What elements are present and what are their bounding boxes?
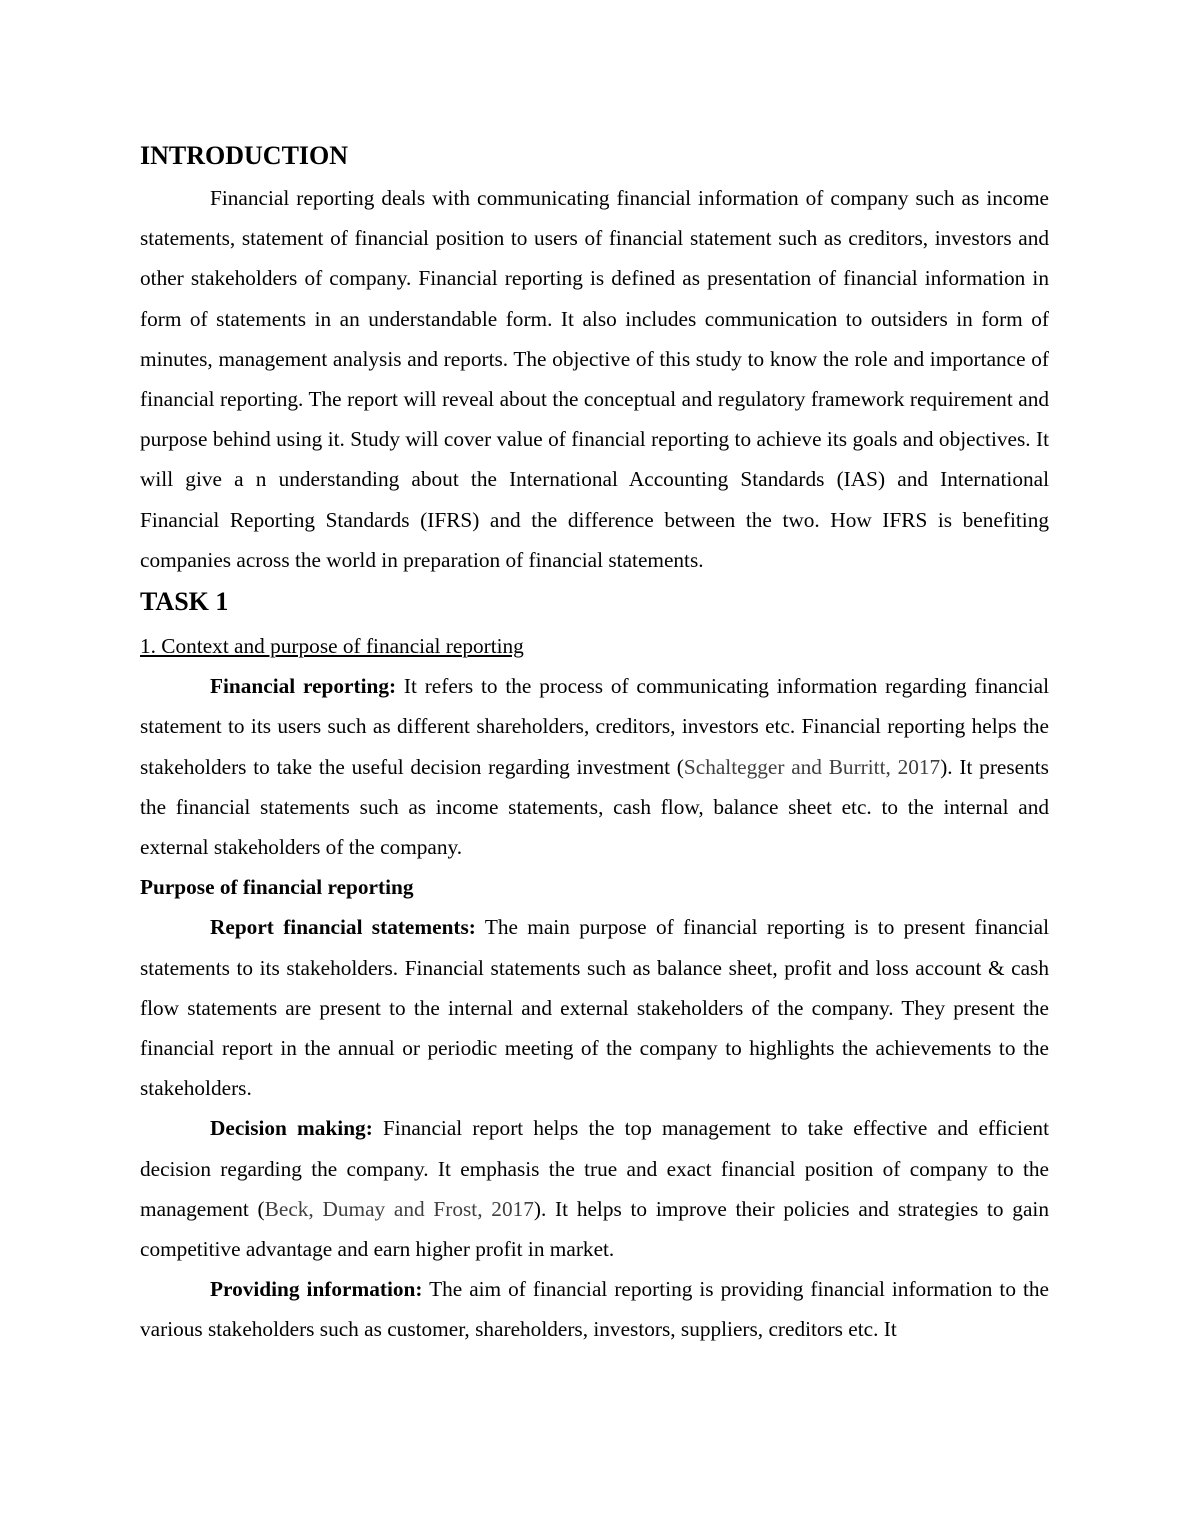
financial-reporting-text: It refers to the process of communicating information regarding financial statement to its users such as different shareholders, creditors, investors etc. Financial reporting helps the stakeholders to take the useful decision regarding investment ( [140, 674, 1049, 779]
financial-reporting-label: Financial reporting: [210, 674, 397, 699]
financial-reporting-text-end: ). It presents the financial statements such as income statements, cash flow, balance sheet etc. to the internal and external stakeholders of the company. [140, 754, 1049, 860]
citation-beck: Beck, Dumay and Frost, 2017 [264, 1196, 534, 1221]
purpose-heading: Purpose of financial reporting [140, 875, 414, 900]
decision-making-paragraph [140, 1108, 1049, 1269]
financial-reporting-paragraph [140, 666, 1049, 867]
citation-schaltegger: Schaltegger and Burritt, 2017 [683, 754, 941, 779]
decision-making-label: Decision making: [210, 1116, 373, 1141]
document-page [140, 138, 1049, 1350]
providing-information-label: Providing information: [210, 1277, 423, 1302]
providing-information-text: The aim of financial reporting is providing financial information to the various stakeholders such as customer, shareholders, investors, suppliers, creditors etc. It [140, 1277, 1049, 1342]
decision-making-text: Financial report helps the top management to take effective and efficient decision regarding the company. It emphasis the true and exact financial position of company to the management ( [140, 1116, 1049, 1221]
report-statements-text: The main purpose of financial reporting is to present financial statements to its stakeholders. Financial statements such as balance sheet, profit and loss account & cash flow statements are present to the internal and external stakeholders of the company. They present the financial report in the annual or periodic meeting of the company to highlights the achievements to the stakeholders. [140, 915, 1050, 1101]
task1-heading: TASK 1 [140, 587, 229, 617]
report-statements-label: Report financial statements: [210, 915, 476, 940]
report-statements-paragraph [140, 907, 1049, 1108]
section-subheading: 1. Context and purpose of financial reporting [140, 634, 524, 659]
introduction-heading: INTRODUCTION [140, 141, 349, 170]
decision-making-text-end: ). It helps to improve their policies and strategies to gain competitive advantage and earn higher profit in market. [140, 1196, 1049, 1262]
providing-information-paragraph [140, 1269, 1049, 1349]
introduction-paragraph: Financial reporting deals with communicating financial information of company such as income statements, statement of financial position to users of financial statement such as creditors, investors and other stakeholders of company. Financial reporting is defined as presentation of financial information in form of statements in an understandable form. It also includes communication to outsiders in form of minutes, management analysis and reports. The objective of this study to know the role and importance of financial reporting. The report will reveal about the conceptual and regulatory framework requirement and purpose behind using it. Study will cover value of financial reporting to achieve its goals and objectives. It will give a n understanding about the International Accounting Standards (IAS) and International Financial Reporting Standards (IFRS) and the difference between the two. How IFRS is benefiting companies across the world in preparation of financial statements. [140, 186, 1049, 572]
